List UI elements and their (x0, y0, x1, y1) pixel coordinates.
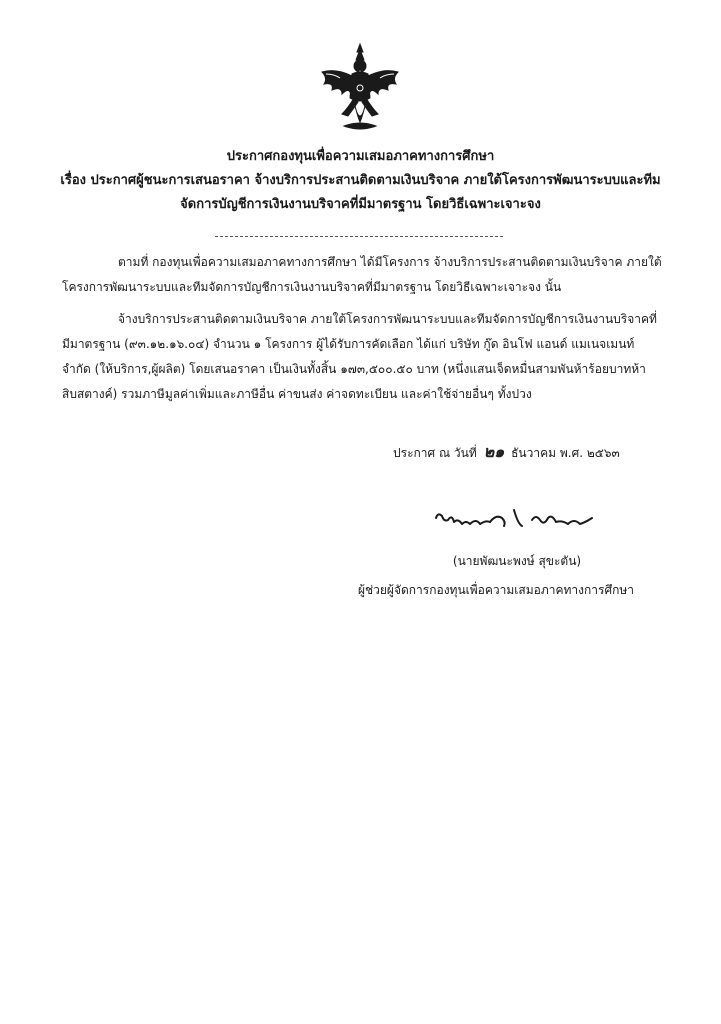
announcement-date (393, 443, 620, 462)
title-divider (215, 236, 503, 237)
paragraph-2-line-3: จำกัด (ให้บริการ,ผู้ผลิต) โดยเสนอราคา เป็นเงินทั้งสิ้น ๑๗๓,๕๐๐.๕๐ บาท (หนึ่งแสนเจ็ดหมื่นสามพันห้าร้อยบาทห้า (62, 362, 646, 376)
document-title: ประกาศกองทุนเพื่อความเสมอภาคทางการศึกษา (226, 149, 495, 164)
paragraph-2-line-1: จ้างบริการประสานติดตามเงินบริจาค ภายใต้โครงการพัฒนาระบบและทีมจัดการบัญชีการเงินงานบริจาคที่ (118, 312, 657, 326)
signer-position: ผู้ช่วยผู้จัดการกองทุนเพื่อความเสมอภาคทางการศึกษา (357, 583, 635, 597)
announce-prefix: ประกาศ ณ วันที่ (393, 446, 477, 460)
announce-suffix: ธันวาคม พ.ศ. ๒๕๖๓ (511, 446, 620, 460)
announce-day: ๒๑ (483, 442, 505, 461)
handwritten-signature (432, 500, 602, 540)
paragraph-2-line-4: สิบสตางค์) รวมภาษีมูลค่าเพิ่มและภาษีอื่น ค่าขนส่ง ค่าจดทะเบียน และค่าใช้จ่ายอื่นๆ ทั้งปวง (62, 387, 532, 401)
paragraph-1-line-2: โครงการพัฒนาระบบและทีมจัดการบัญชีการเงินงานบริจาคที่มีมาตรฐาน โดยวิธีเฉพาะเจาะจง นั้น (62, 280, 562, 294)
subject-line: เรื่อง ประกาศผู้ชนะการเสนอราคา จ้างบริการประสานติดตามเงินบริจาค ภายใต้โครงการพัฒนาระบบและทีม (60, 173, 661, 188)
signer-name: (นายพัฒนะพงษ์ สุขะตัน) (452, 554, 582, 568)
paragraph-1-line-1: ตามที่ กองทุนเพื่อความเสมอภาคทางการศึกษา ได้มีโครงการ จ้างบริการประสานติดตามเงินบริจาค ภายใต้ (118, 255, 662, 269)
paragraph-2-line-2: มีมาตรฐาน (๙๓.๑๒.๑๖.๐๔) จำนวน ๑ โครงการ ผู้ได้รับการคัดเลือก ได้แก่ บริษัท กู๊ด อินโฟ แอนด์ แมเนจเมนท์ (62, 337, 635, 351)
subject-line-continued: จัดการบัญชีการเงินงานบริจาคที่มีมาตรฐาน โดยวิธีเฉพาะเจาะจง (180, 197, 541, 212)
garuda-emblem-icon (318, 42, 402, 134)
